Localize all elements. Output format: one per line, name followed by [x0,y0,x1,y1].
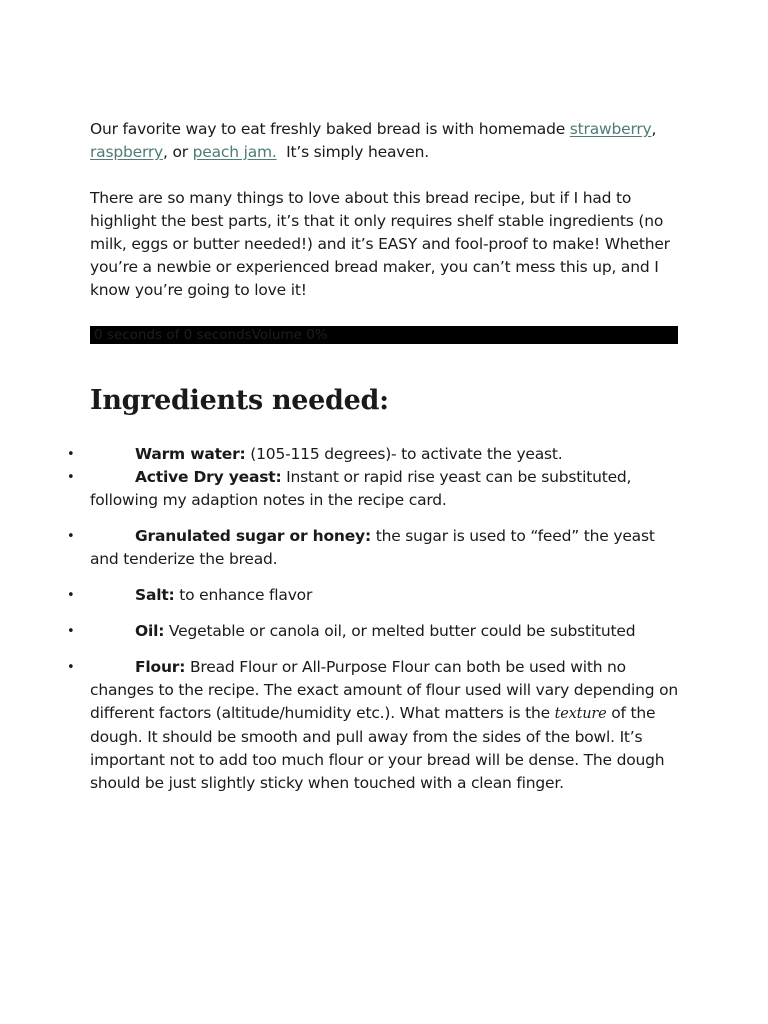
ingredient-label: Warm water: [135,445,246,463]
ingredients-list [67,443,680,795]
list-item [67,584,680,607]
intro-suffix: It’s simply heaven. [276,143,429,161]
ingredient-description: Instant or rapid rise yeast can be substituted, following my adaption notes in the recipe card. [90,468,632,509]
ingredient-description: to enhance flavor [174,586,313,604]
recipe-highlights-paragraph: There are so many things to love about this bread recipe, but if I had to highlight the best parts, it’s that it only requires shelf stable ingredients (no milk, eggs or butter needed!) and it’s EASY and fool-proof to make! Whether you’re a newbie or experienced bread maker, you can’t mess this up, and I know you’re going to love it! [90,189,670,299]
list-item [67,525,680,571]
list-item [67,466,680,512]
intro-separator: , or [163,143,193,161]
intro-paragraph [90,118,680,164]
ingredient-description: (105-115 degrees)- to activate the yeast. [245,445,563,463]
bullet-icon: • [67,588,75,603]
ingredient-description-continued: of the dough. It should be smooth and pull away from the sides of the bowl. It’s important not to add too much flour or your bread will be dense. The dough should be just slightly sticky when touched with a clean finger. [90,704,665,792]
ingredient-label: Flour: [135,658,186,676]
ingredient-label: Oil: [135,622,165,640]
ingredient-description: Bread Flour or All-Purpose Flour can both be used with no changes to the recipe. The exact amount of flour used will vary depending on different factors (altitude/humidity etc.). What matters is the [90,658,678,722]
video-player-status-text: 0 seconds of 0 secondsVolume 0% [94,327,328,343]
bullet-icon: • [67,447,75,462]
raspberry-link[interactable]: raspberry [90,143,164,161]
bullet-icon: • [67,660,75,675]
ingredient-label: Granulated sugar or honey: [135,527,371,545]
article-content [67,118,680,808]
list-item [67,656,680,795]
ingredient-description: Vegetable or canola oil, or melted butter could be substituted [164,622,636,640]
list-item [67,443,680,466]
ingredient-label: Active Dry yeast: [135,468,282,486]
peach-jam-link[interactable]: peach jam. [192,143,277,161]
strawberry-link[interactable]: strawberry [569,120,652,138]
bullet-icon: • [67,624,75,639]
intro-prefix: Our favorite way to eat freshly baked bread is with homemade [90,120,570,138]
video-player-bar[interactable] [90,326,678,344]
bullet-icon: • [67,529,75,544]
intro-separator: , [651,120,657,138]
ingredient-label: Salt: [135,586,175,604]
ingredient-emphasis: texture [554,706,607,722]
ingredient-description: the sugar is used to “feed” the yeast and tenderize the bread. [90,527,655,568]
list-item [67,620,680,643]
ingredients-heading: Ingredients needed: [90,385,389,416]
bullet-icon: • [67,470,75,485]
